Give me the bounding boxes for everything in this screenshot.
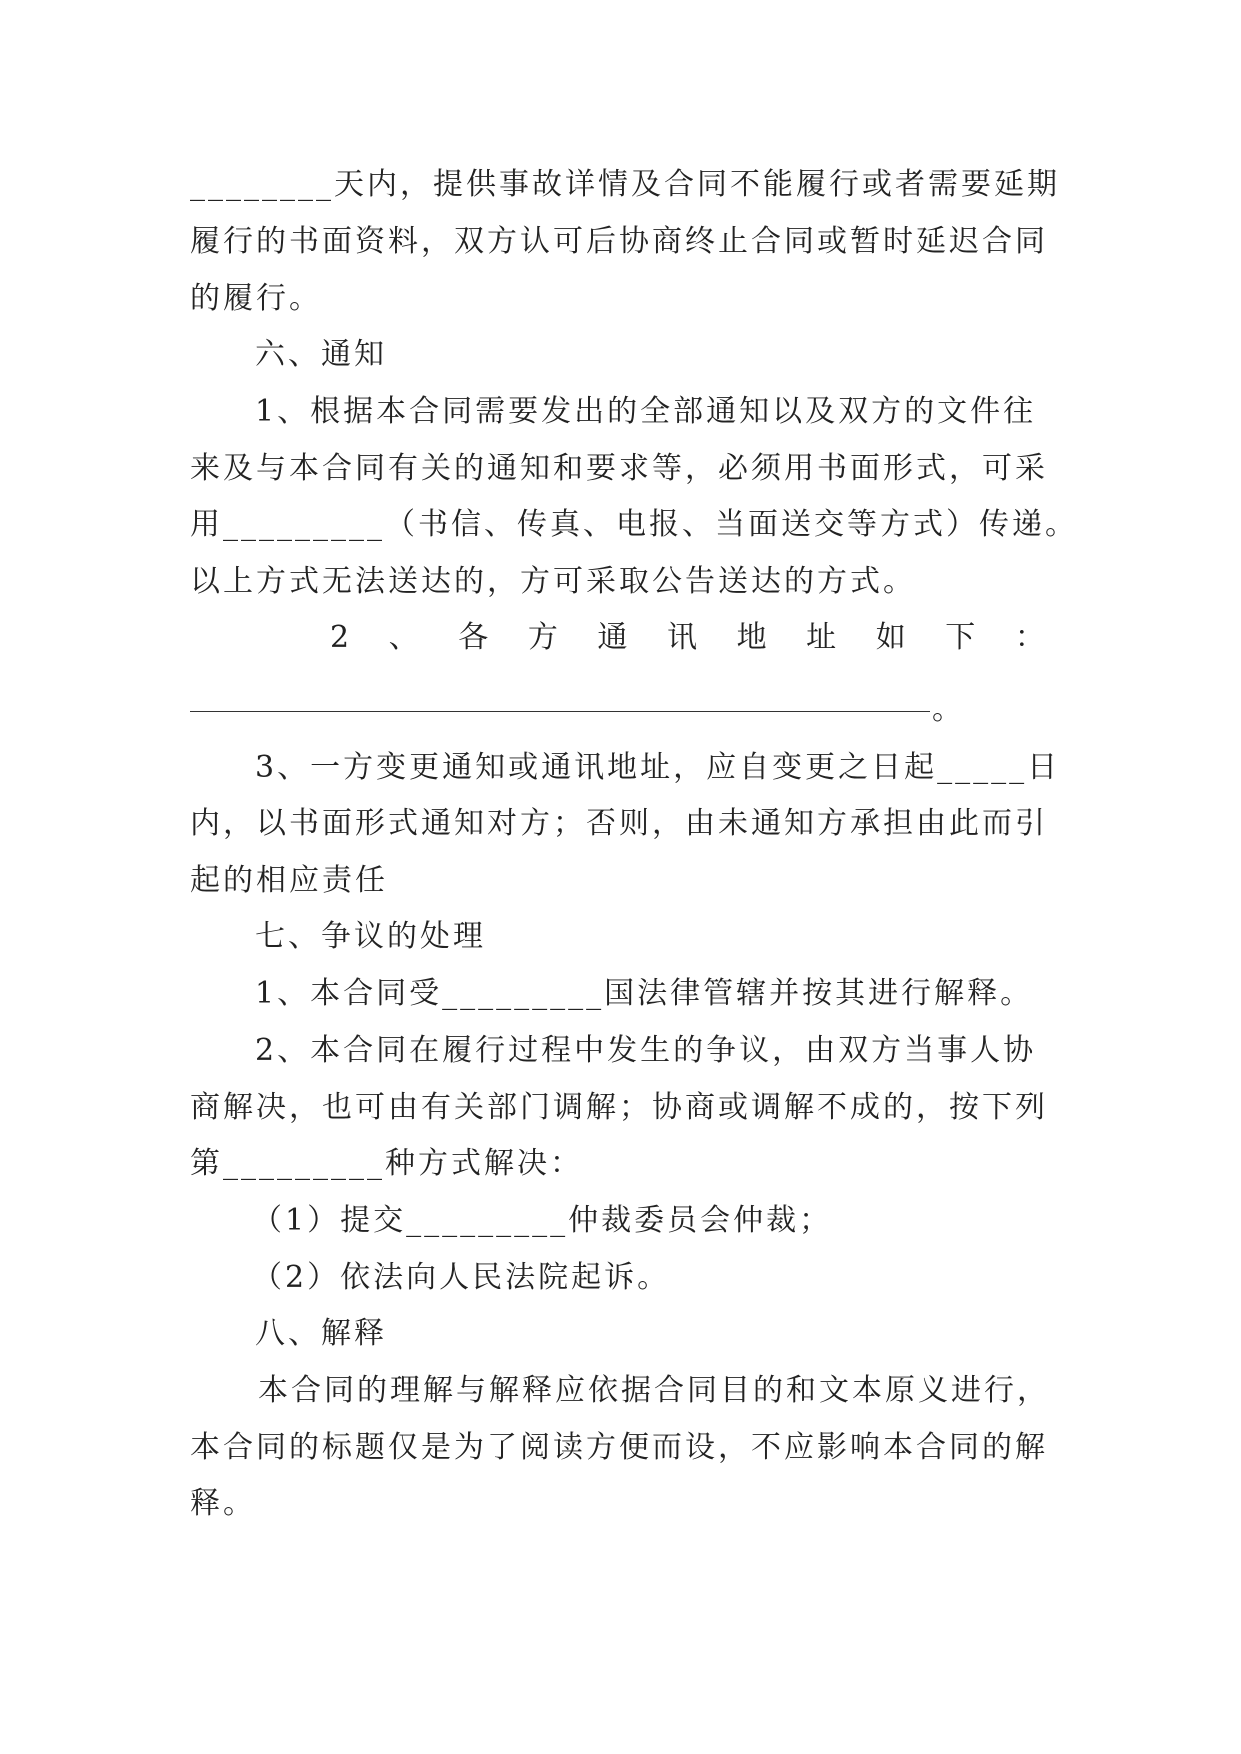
address-char: 2 bbox=[330, 620, 350, 655]
address-char: 方 bbox=[527, 620, 558, 655]
paragraph-line: 释。 bbox=[190, 1486, 256, 1521]
paragraph-line: 履行的书面资料，双方认可后协商终止合同或暂时延迟合同 bbox=[190, 224, 1048, 259]
paragraph-line: 以上方式无法送达的，方可采取公告送达的方式。 bbox=[190, 564, 916, 599]
address-char: 如 bbox=[875, 620, 906, 655]
paragraph-line: 的履行。 bbox=[190, 281, 322, 316]
address-char: 各 bbox=[458, 620, 489, 655]
section-heading-notice: 六、通知 bbox=[255, 337, 387, 372]
address-char: 地 bbox=[736, 620, 767, 655]
address-char: ： bbox=[1014, 620, 1045, 655]
address-blank-line bbox=[190, 711, 930, 712]
paragraph-line: 商解决，也可由有关部门调解；协商或调解不成的，按下列 bbox=[190, 1090, 1048, 1125]
section-heading-dispute: 七、争议的处理 bbox=[255, 919, 486, 954]
list-item-arbitration: （1）提交_________仲裁委员会仲裁； bbox=[252, 1203, 833, 1238]
section-heading-interpretation: 八、解释 bbox=[255, 1316, 387, 1351]
paragraph-line: 2、本合同在履行过程中发生的争议，由双方当事人协 bbox=[255, 1033, 1037, 1068]
paragraph-line: 1、本合同受_________国法律管辖并按其进行解释。 bbox=[255, 976, 1034, 1011]
paragraph-line: 来及与本合同有关的通知和要求等，必须用书面形式，可采 bbox=[190, 451, 1048, 486]
address-char: 讯 bbox=[666, 620, 697, 655]
address-heading-line bbox=[330, 620, 1045, 656]
paragraph-line: 本合同的标题仅是为了阅读方便而设，不应影响本合同的解 bbox=[190, 1430, 1048, 1465]
address-char: 下 bbox=[945, 620, 976, 655]
paragraph-line: 本合同的理解与解释应依据合同目的和文本原义进行， bbox=[258, 1373, 1050, 1408]
paragraph-line: 第_________种方式解决： bbox=[190, 1146, 583, 1181]
paragraph-line: ________天内，提供事故详情及合同不能履行或者需要延期 bbox=[190, 167, 1060, 202]
paragraph-line: 3、一方变更通知或通讯地址，应自变更之日起_____日 bbox=[255, 750, 1061, 785]
list-item-lawsuit: （2）依法向人民法院起诉。 bbox=[252, 1260, 671, 1295]
address-char: 、 bbox=[388, 620, 419, 655]
address-char: 通 bbox=[597, 620, 628, 655]
address-char: 址 bbox=[806, 620, 837, 655]
paragraph-line: 内，以书面形式通知对方；否则，由未通知方承担由此而引 bbox=[190, 806, 1048, 841]
paragraph-line: 用_________（书信、传真、电报、当面送交等方式）传递。 bbox=[190, 507, 1078, 542]
paragraph-line: 起的相应责任 bbox=[190, 863, 388, 898]
address-end-mark: 。 bbox=[932, 692, 962, 727]
paragraph-line: 1、根据本合同需要发出的全部通知以及双方的文件往 bbox=[255, 394, 1037, 429]
